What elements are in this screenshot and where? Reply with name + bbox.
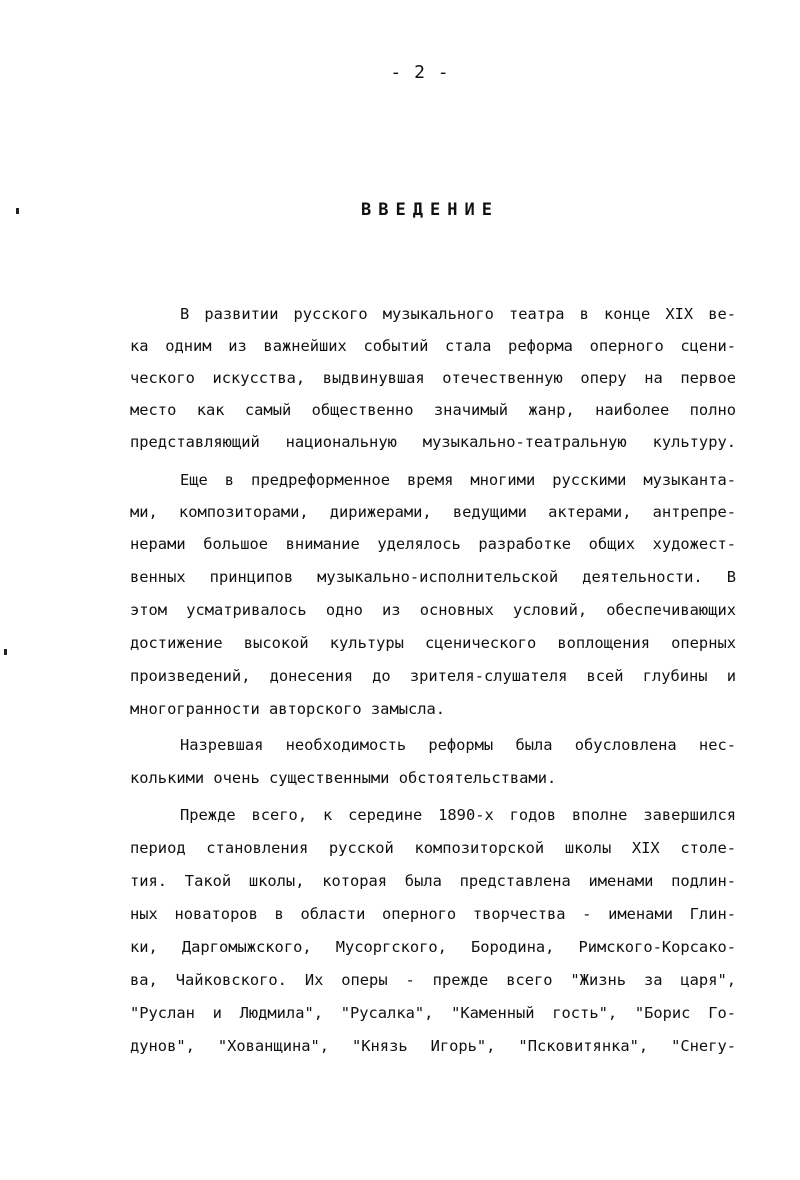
text-line: произведений, донесения до зрителя-слушателя всей глубины и — [130, 667, 736, 685]
text-line: ных новаторов в области оперного творчества - именами Глин- — [130, 905, 736, 923]
text-line: дунов", "Хованщина", "Князь Игорь", "Псковитянка", "Снегу- — [130, 1037, 736, 1055]
text-line: представляющий национальную музыкально-театральную культуру. — [130, 433, 736, 451]
text-line: В развитии русского музыкального театра в конце XIX ве- — [180, 305, 736, 323]
text-line: тия. Такой школы, которая была представлена именами подлин- — [130, 872, 736, 890]
text-line: Прежде всего, к середине 1890-х годов вполне завершился — [180, 806, 736, 824]
text-line: колькими очень существенными обстоятельствами. — [130, 769, 557, 787]
text-line: нерами большое внимание уделялось разработке общих художест- — [130, 535, 736, 553]
text-line: Еще в предреформенное время многими русскими музыканта- — [180, 471, 736, 489]
section-title: ВВЕДЕНИЕ — [361, 200, 499, 220]
text-line: ки, Даргомыжского, Мусоргского, Бородина, Римского-Корсако- — [130, 938, 736, 956]
text-line: "Руслан и Людмила", "Русалка", "Каменный гость", "Борис Го- — [130, 1004, 736, 1022]
text-line: Назревшая необходимость реформы была обусловлена нес- — [180, 736, 736, 754]
text-line: многогранности авторского замысла. — [130, 700, 446, 718]
text-line: место как самый общественно значимый жанр, наиболее полно — [130, 401, 736, 419]
page-number: - 2 - — [390, 62, 450, 83]
text-line: ческого искусства, выдвинувшая отечественную оперу на первое — [130, 369, 736, 387]
text-line: этом усматривалось одно из основных условий, обеспечивающих — [130, 601, 736, 619]
text-line: достижение высокой культуры сценического воплощения оперных — [130, 634, 736, 652]
text-line: период становления русской композиторской школы XIX столе- — [130, 839, 736, 857]
text-line: венных принципов музыкально-исполнительской деятельности. В — [130, 568, 736, 586]
text-line: ва, Чайковского. Их оперы - прежде всего "Жизнь за царя", — [130, 971, 736, 989]
text-line: ка одним из важнейших событий стала реформа оперного сцени- — [130, 337, 736, 355]
text-line: ми, композиторами, дирижерами, ведущими актерами, антрепре- — [130, 503, 736, 521]
